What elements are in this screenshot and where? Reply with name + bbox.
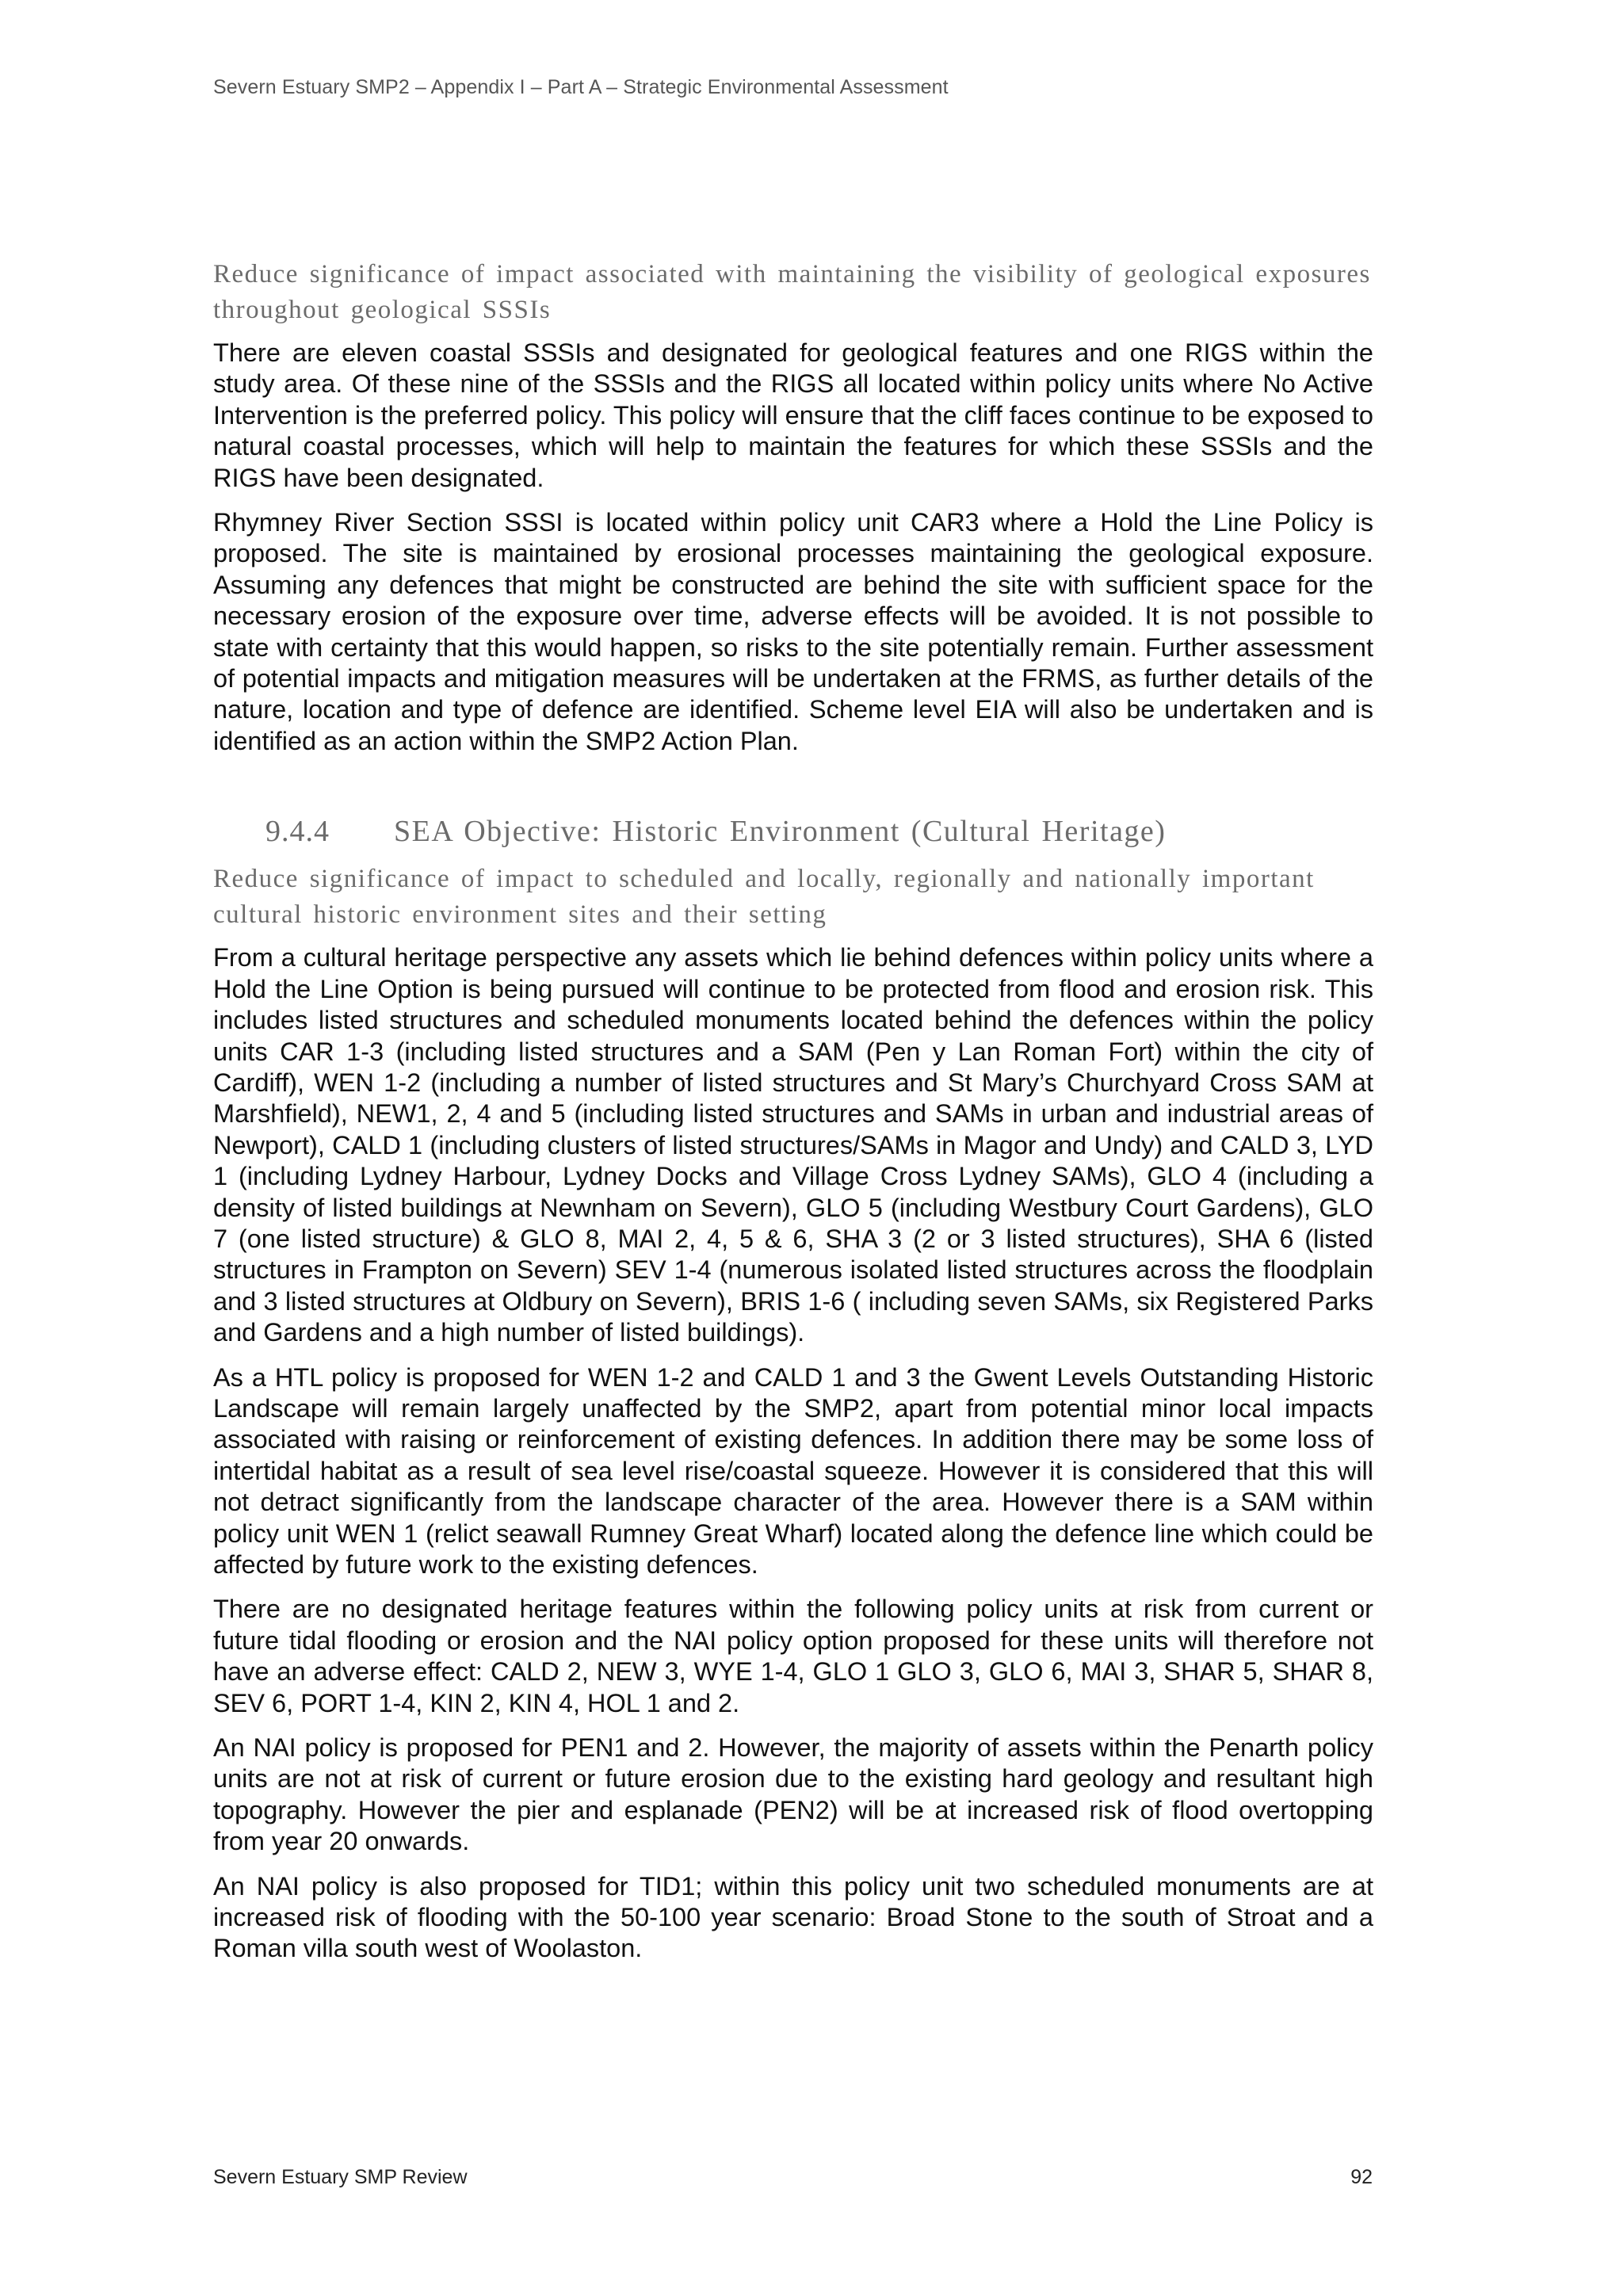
- heritage-paragraph-5: An NAI policy is also proposed for TID1; within this policy unit two scheduled monuments are at increased risk of flooding with the 50-100 year scenario: Broad Stone to the south of Stroat and a Roman villa south west of Woolaston.: [213, 1871, 1373, 1963]
- heritage-subheading: Reduce significance of impact to scheduled and locally, regionally and nationally important cultural historic environment sites and their setting: [213, 865, 1315, 930]
- geology-paragraph-1: There are eleven coastal SSSIs and designated for geological features and one RIGS within the study area. Of these nine of the SSSIs and the RIGS all located within policy units where No Active Intervention is the preferred policy. This policy will ensure that the cliff faces continue to be exposed to natural coastal processes, which will help to maintain the features for which these SSSIs and the RIGS have been designated.: [213, 338, 1373, 492]
- heritage-paragraph-3: There are no designated heritage features within the following policy units at risk from current or future tidal flooding or erosion and the NAI policy option proposed for these units will therefore not have an adverse effect: CALD 2, NEW 3, WYE 1-4, GLO 1 GLO 3, GLO 6, MAI 3, SHAR 5, SHAR 8, SEV 6, PORT 1-4, KIN 2, KIN 4, HOL 1 and 2.: [213, 1595, 1373, 1717]
- section-title: SEA Objective: Historic Environment (Cultural Heritage): [394, 815, 1167, 849]
- heritage-paragraph-1: From a cultural heritage perspective any assets which lie behind defences within policy units where a Hold the Line Option is being pursued will continue to be protected from flood and erosion risk. This includes listed structures and scheduled monuments located behind the defences within the policy units CAR 1-3 (including listed structures and a SAM (Pen y Lan Roman Fort) within the city of Cardiff), WEN 1-2 (including a number of listed structures and St Mary’s Churchyard Cross SAM at Marshfield), NEW1, 2, 4 and 5 (including listed structures and SAMs in urban and industrial areas of Newport), CALD 1 (including clusters of listed structures/SAMs in Magor and Undy) and CALD 3, LYD 1 (including Lydney Harbour, Lydney Docks and Village Cross Lydney SAMs), GLO 4 (including a density of listed buildings at Newnham on Severn), GLO 5 (including Westbury Court Gardens), GLO 7 (one listed structure) & GLO 8, MAI 2, 4, 5 & 6, SHA 3 (2 or 3 listed structures), SHA 6 (listed structures in Frampton on Severn) SEV 1-4 (numerous isolated listed structures across the floodplain and 3 listed structures at Oldbury on Severn), BRIS 1-6 ( including seven SAMs, six Registered Parks and Gardens and a high number of listed buildings).: [213, 943, 1373, 1347]
- section-number: 9.4.4: [265, 815, 330, 849]
- heritage-paragraph-2: As a HTL policy is proposed for WEN 1-2 and CALD 1 and 3 the Gwent Levels Outstanding Historic Landscape will remain largely unaffected by the SMP2, apart from potential minor local impacts associated with raising or reinforcement of existing defences. In addition there may be some loss of intertidal habitat as a result of sea level rise/coastal squeeze. However it is considered that this will not detract significantly from the landscape character of the area. However there is a SAM within policy unit WEN 1 (relict seawall Rumney Great Wharf) located along the defence line which could be affected by future work to the existing defences.: [213, 1362, 1373, 1579]
- geology-subheading: Reduce significance of impact associated with maintaining the visibility of geological exposures throughout geological SSSIs: [213, 260, 1371, 324]
- page-number: 92: [1350, 2166, 1373, 2188]
- running-header: Severn Estuary SMP2 – Appendix I – Part A – Strategic Environmental Assessment: [213, 76, 949, 98]
- page-footer: [213, 2166, 1373, 2189]
- page-content: [213, 257, 1373, 1978]
- geology-paragraph-2: Rhymney River Section SSSI is located within policy unit CAR3 where a Hold the Line Policy is proposed. The site is maintained by erosional processes maintaining the geological exposure. Assuming any defences that might be constructed are behind the site with sufficient space for the necessary erosion of the exposure over time, adverse effects will be avoided. It is not possible to state with certainty that this would happen, so risks to the site potentially remain. Further assessment of potential impacts and mitigation measures will be undertaken at the FRMS, as further details of the nature, location and type of defence are identified. Scheme level EIA will also be undertaken and is identified as an action within the SMP2 Action Plan.: [213, 508, 1373, 755]
- footer-title: Severn Estuary SMP Review: [213, 2166, 468, 2188]
- heritage-paragraph-4: An NAI policy is proposed for PEN1 and 2. However, the majority of assets within the Penarth policy units are not at risk of current or future erosion due to the existing hard geology and resultant high topography. However the pier and esplanade (PEN2) will be at increased risk of flood overtopping from year 20 onwards.: [213, 1733, 1373, 1856]
- section-heading: [213, 814, 1373, 849]
